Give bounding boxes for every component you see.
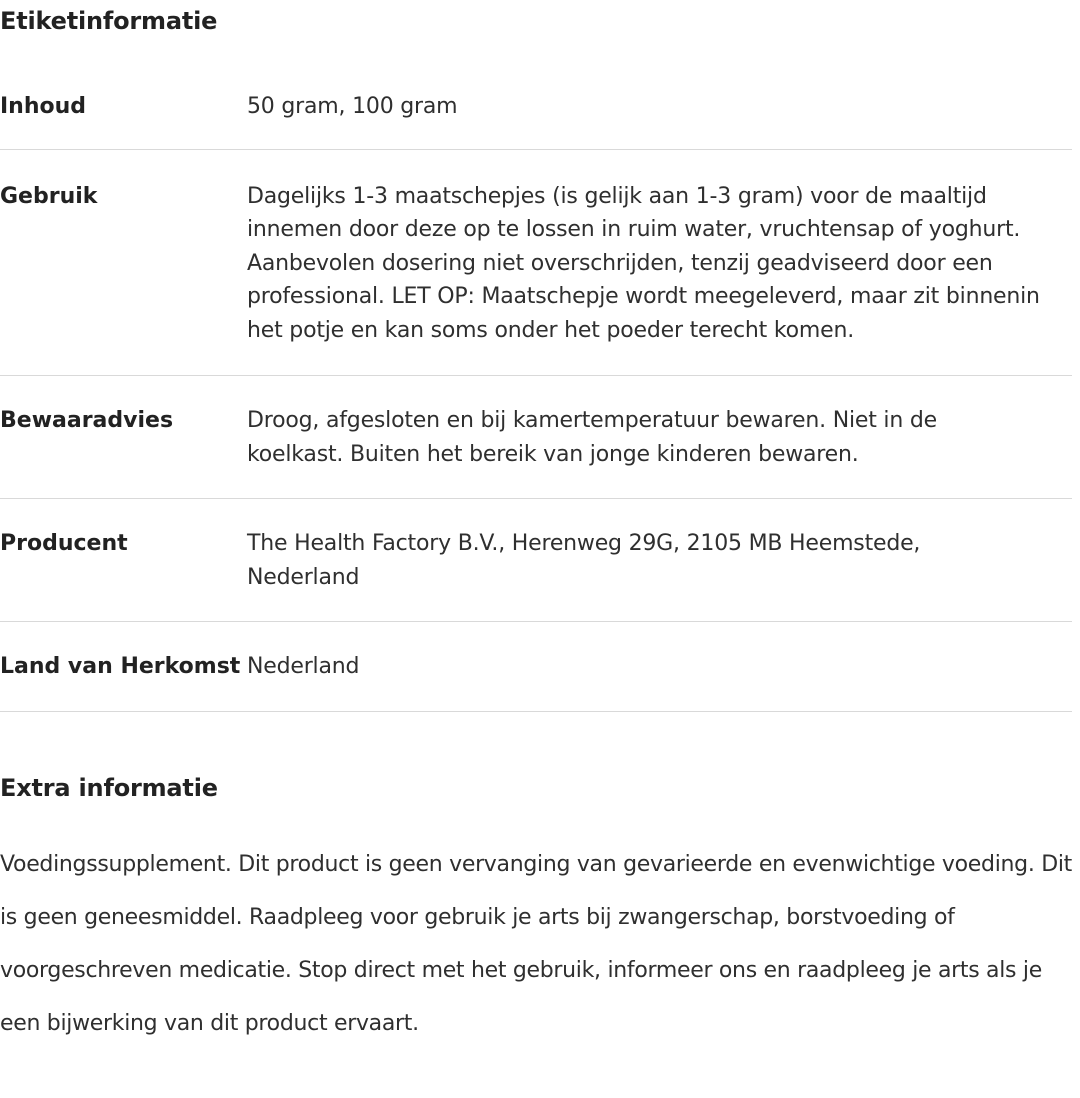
table-row — [0, 84, 1072, 149]
label-info-table — [0, 84, 1072, 712]
extra-info-text: Voedingssupplement. Dit product is geen vervanging van gevarieerde en evenwichtige voeding. Dit is geen geneesmiddel. Raadpleeg voor gebruik je arts bij zwangerschap, borstvoeding of voorgeschreven medicatie. Stop direct met het gebruik, informeer ons en raadpleeg je arts als je een bijwerking van dit product ervaart. — [0, 851, 1072, 1036]
table-row — [0, 376, 1072, 499]
label-info-title: Etiketinformatie — [0, 7, 218, 35]
row-key-gebruik: Gebruik — [0, 183, 98, 209]
row-key-inhoud: Inhoud — [0, 94, 87, 119]
table-row — [0, 499, 1072, 622]
row-key-producent: Producent — [0, 531, 128, 556]
row-value-bewaaradvies: Droog, afgesloten en bij kamertemperatuur bewaren. Niet in de koelkast. Buiten het bereik van jonge kinderen bewaren. — [247, 408, 937, 467]
table-row — [0, 149, 1072, 376]
row-value-inhoud: 50 gram, 100 gram — [247, 94, 458, 119]
table-row — [0, 622, 1072, 712]
row-value-land-van-herkomst: Nederland — [247, 654, 360, 679]
row-value-producent: The Health Factory B.V., Herenweg 29G, 2105 MB Heemstede, Nederland — [247, 531, 921, 590]
extra-info-title: Extra informatie — [0, 773, 218, 802]
row-key-bewaaradvies: Bewaaradvies — [0, 408, 174, 433]
row-key-land-van-herkomst: Land van Herkomst — [0, 654, 241, 679]
row-value-gebruik: Dagelijks 1-3 maatschepjes (is gelijk aan 1-3 gram) voor de maaltijd innemen door deze op te lossen in ruim water, vruchtensap of yoghurt. Aanbevolen dosering niet overschrijden, tenzij geadviseerd door een professional. LET OP: Maatschepje wordt meegeleverd, maar zit binnenin het potje en kan soms onder het poeder terecht komen. — [247, 183, 1040, 343]
